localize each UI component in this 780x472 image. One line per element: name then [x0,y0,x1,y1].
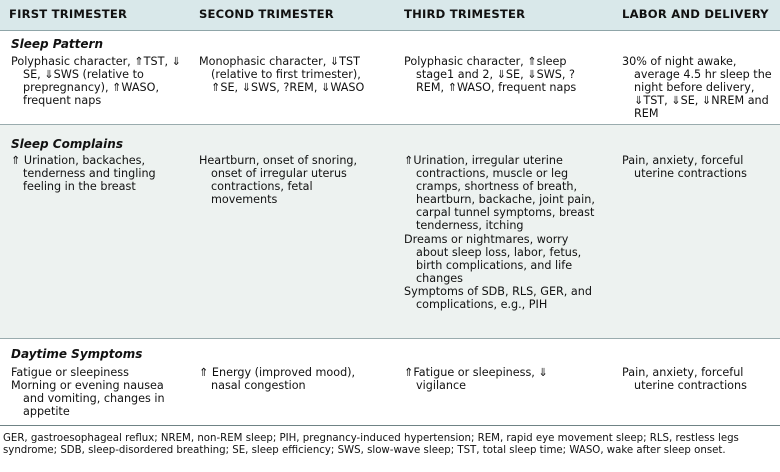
cell-line: 30% of night awake, average 4.5 hr sleep the night before delivery, ⇓TST, ⇓SE, ⇓NREM and REM [622,55,772,121]
cell-line: Heartburn, onset of snoring, onset of irregular uterus contractions, fetal movements [199,154,358,207]
cell-line: ⇑Fatigue or sleepiness, ⇓ vigilance [404,366,548,393]
header-first-trimester: FIRST TRIMESTER [9,7,128,21]
cell-line: Symptoms of SDB, RLS, GER, and complications, e.g., PIH [404,284,592,312]
header-second-trimester: SECOND TRIMESTER [199,7,334,21]
cell-third-trimester [404,366,598,392]
section-title: Sleep Complains [11,137,123,151]
section-sleep-pattern [0,31,780,124]
cell-line: Pain, anxiety, forceful uterine contractions [622,366,747,393]
cell-third-trimester [404,55,598,94]
cell-line: Pain, anxiety, forceful uterine contractions [622,154,747,181]
cell-line: Polyphasic character, ⇑sleep stage1 and 2, ⇓SE, ⇓SWS, ?REM, ⇑WASO, frequent naps [404,55,577,95]
cell-first-trimester [11,154,181,193]
section-daytime-symptoms [0,339,780,425]
cell-line: Fatigue or sleepiness [11,366,129,379]
cell-line: Dreams or nightmares, worry about sleep loss, labor, fetus, birth complications, and life changes [404,232,582,285]
cell-second-trimester [199,154,379,206]
header-labor-delivery: LABOR AND DELIVERY [622,7,769,21]
cell-line: Morning or evening nausea and vomiting, changes in appetite [11,379,165,419]
cell-line: ⇑ Energy (improved mood), nasal congestion [199,366,356,393]
cell-third-trimester [404,154,598,311]
section-title: Sleep Pattern [11,37,103,51]
section-title: Daytime Symptoms [11,347,143,361]
table-footnote: GER, gastroesophageal reflux; NREM, non-REM sleep; PIH, pregnancy-induced hypertension; REM, rapid eye movement sleep; RLS, restless legs syndrome; SDB, sleep-disordered breathing; SE, sleep efficiency; SWS, slow-wave sleep; TST, total sleep time; WASO, wake after sleep onset. [3,433,739,457]
cell-second-trimester [199,55,387,94]
cell-line: Polyphasic character, ⇑TST, ⇓ SE, ⇓SWS (relative to prepregnancy), ⇑WASO, frequent naps [11,55,181,108]
table-bottom-rule [0,425,780,426]
cell-labor-delivery [622,366,777,392]
cell-line: ⇑Urination, irregular uterine contractions, muscle or leg cramps, shortness of breath, heartburn, backache, joint pain, carpal tunnel symptoms, breast tenderness, itching [404,154,595,233]
cell-line: ⇑ Urination, backaches, tenderness and tingling feeling in the breast [11,154,156,194]
header-third-trimester: THIRD TRIMESTER [404,7,526,21]
cell-labor-delivery [622,154,777,180]
cell-first-trimester [11,366,181,418]
cell-second-trimester [199,366,379,392]
section-sleep-complains [0,125,780,338]
cell-labor-delivery [622,55,777,120]
cell-line: Monophasic character, ⇓TST (relative to first trimester), ⇑SE, ⇓SWS, ?REM, ⇓WASO [199,55,365,95]
table-header [0,0,780,31]
cell-first-trimester [11,55,181,107]
